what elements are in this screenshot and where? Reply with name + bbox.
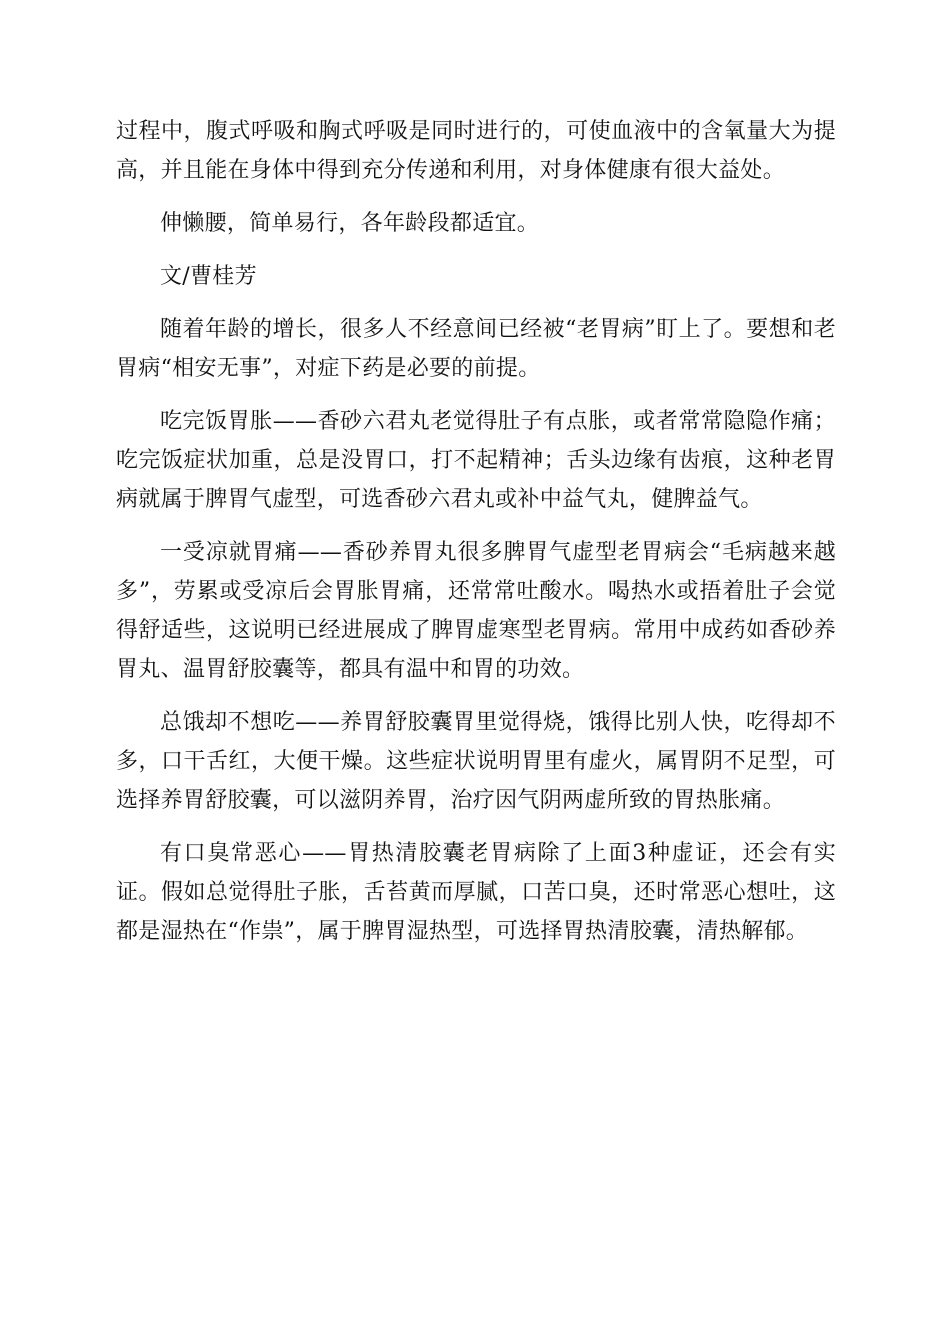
paragraph-breathing-continued: 过程中，腹式呼吸和胸式呼吸是同时进行的，可使血液中的含氧量大为提高，并且能在身体中得到充分传递和利用，对身体健康有很大益处。 — [116, 119, 836, 183]
paragraph-stomach-yin: 总饿却不想吃——养胃舒胶囊胃里觉得烧，饿得比别人快，吃得却不多，口干舌红，大便干燥。这些症状说明胃里有虚火，属胃阴不足型，可选择养胃舒胶囊，可以滋阴养胃，治疗因气阴两虚所致的胃热胀痛。 — [116, 710, 836, 813]
document-body — [116, 112, 836, 965]
paragraph-stretch-summary: 伸懒腰，简单易行，各年龄段都适宜。 — [160, 211, 540, 236]
paragraph-author: 文/曹桂芳 — [160, 264, 257, 289]
paragraph-intro: 随着年龄的增长，很多人不经意间已经被“老胃病”盯上了。要想和老胃病“相安无事”，对症下药是必要的前提。 — [116, 317, 836, 381]
paragraph-spleen-cold: 一受凉就胃痛——香砂养胃丸很多脾胃气虚型老胃病会“毛病越来越多”，劳累或受凉后会胃胀胃痛，还常常吐酸水。喝热水或捂着肚子会觉得舒适些，这说明已经进展成了脾胃虚寒型老胃病。常用中成药如香砂养胃丸、温胃舒胶囊等，都具有温中和胃的功效。 — [116, 540, 836, 682]
paragraph-spleen-qi-deficiency: 吃完饭胃胀——香砂六君丸老觉得肚子有点胀，或者常常隐隐作痛；吃完饭症状加重，总是没胃口，打不起精神；舌头边缘有齿痕，这种老胃病就属于脾胃气虚型，可选香砂六君丸或补中益气丸，健脾益气。 — [116, 409, 836, 512]
paragraph-damp-heat: 有口臭常恶心——胃热清胶囊老胃病除了上面3种虚证，还会有实证。假如总觉得肚子胀，舌苔黄而厚腻，口苦口臭，还时常恶心想吐，这都是湿热在“作祟”，属于脾胃湿热型，可选择胃热清胶囊，清热解郁。 — [116, 841, 836, 944]
